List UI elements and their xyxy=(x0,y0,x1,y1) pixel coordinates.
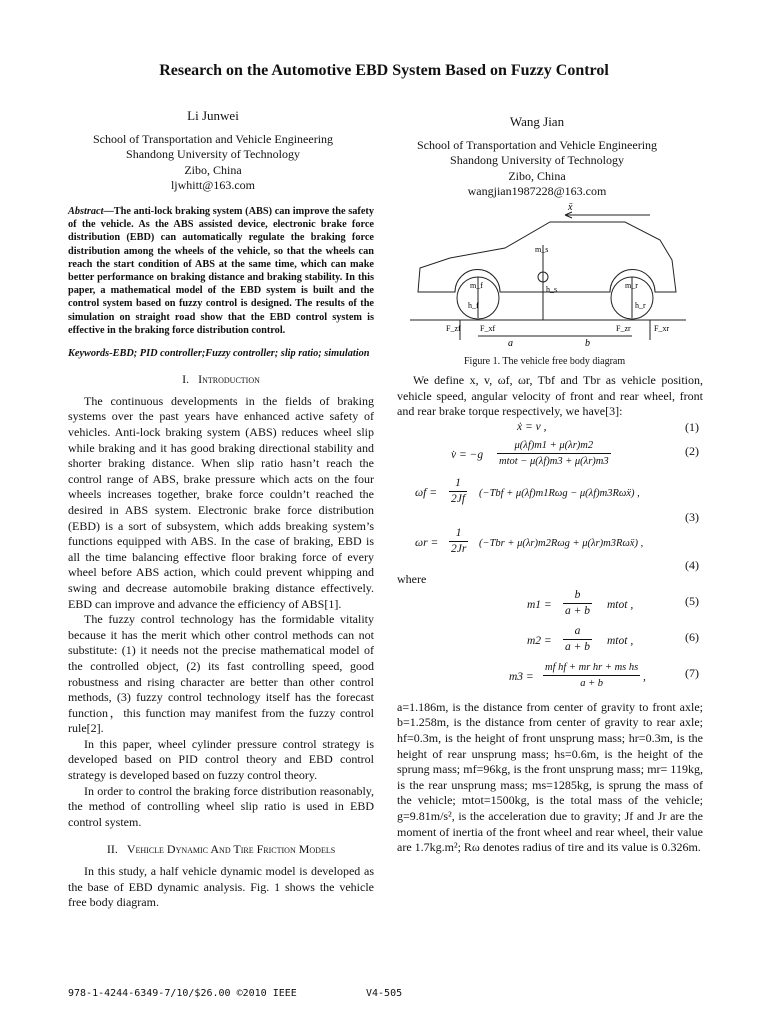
eq-lhs: ωr = xyxy=(415,536,439,549)
eq-fraction xyxy=(497,438,611,470)
author-email: ljwhitt@163.com xyxy=(170,178,256,192)
where-label: where xyxy=(397,571,427,586)
section-title: Vehicle Dynamic And Tire Friction Models xyxy=(126,842,336,857)
paragraph: We define x, v, ωf, ωr, Tbf and Tbr as vehicle position, vehicle speed, angular velocity of front and rear wheel, front and rear brake torque respectively, we have[3]: xyxy=(397,373,703,419)
eq-fraction xyxy=(449,526,468,558)
equation-1 xyxy=(397,420,703,438)
footer-page-number: V4-505 xyxy=(366,988,403,999)
figure-caption: Figure 1. The vehicle free body diagram xyxy=(464,356,626,367)
eq-denominator: a + b xyxy=(565,605,591,618)
eq-numerator: μ(λf)m1 + μ(λr)m2 xyxy=(497,438,611,455)
author-city: Zibo, China xyxy=(508,168,566,183)
author-dept: School of Transportation and Vehicle Engineering xyxy=(416,137,658,152)
fig-label-fxr: F_xr xyxy=(654,324,670,333)
abstract-text: —The anti-lock braking system (ABS) can improve the safety of the vehicle. As the ABS assisted device, electronic brake force distribution (EBD) can automatically regulate the braking force distribution among the wheels of the vehicle, so that the wheels can reach the start condition of ABS at the same time, which can make better performance on braking distance and braking stability. In this paper, a mathematical model of the EBD system is built and the control system based on fuzzy control is designed. The results of the simulation on straight road show that the EBD control system is effective in the braking force distribution control. xyxy=(68,206,374,336)
equation-2 xyxy=(397,438,703,472)
fig-label-mr: m_r xyxy=(625,281,638,290)
abstract-label: Abstract xyxy=(68,206,104,217)
section-heading-introduction xyxy=(68,372,374,388)
fig-label-hf: h_f xyxy=(468,301,479,310)
fig-label-b: b xyxy=(585,338,590,349)
velocity-arrow xyxy=(565,212,650,218)
fig-label-hr: h_r xyxy=(635,301,646,310)
fig-label-fxf: F_xf xyxy=(480,324,496,333)
eq-fraction xyxy=(543,660,640,692)
eq-rhs: mtot , xyxy=(607,634,634,647)
eq-denominator: a + b xyxy=(580,678,604,690)
eq-numerator: mf hf + mr hr + ms hs xyxy=(543,660,640,677)
section-number: I. xyxy=(182,372,190,387)
fig-label-fzr: F_zr xyxy=(616,324,631,333)
paper-title: Research on the Automotive EBD System Based on Fuzzy Control xyxy=(159,62,609,79)
left-column xyxy=(68,205,374,911)
fig-label-fzf: F_zf xyxy=(446,324,461,333)
eq-number: (2) xyxy=(685,443,699,458)
eq-denominator: 2Jr xyxy=(451,543,467,556)
paragraph: In this paper, wheel cylinder pressure control strategy is developed based on PID control theory and EBD control strategy is developed based on fuzzy control theory. xyxy=(68,736,374,783)
author-city: Zibo, China xyxy=(184,162,242,177)
eq-denominator: mtot − μ(λf)m3 + μ(λr)m3 xyxy=(499,456,609,468)
author-block-2 xyxy=(372,114,702,200)
eq-denominator: a + b xyxy=(565,641,591,654)
author-name: Li Junwei xyxy=(187,108,239,123)
eq-fraction xyxy=(563,624,592,656)
paragraph: In this study, a half vehicle dynamic model is developed as the base of EBD dynamic analysis. Fig. 1 shows the vehicle free body diagram. xyxy=(68,864,374,910)
footer-isbn: 978-1-4244-6349-7/10/$26.00 ©2010 IEEE xyxy=(68,988,297,999)
eq-number: (4) xyxy=(685,557,699,572)
eq-lhs: m3 = xyxy=(509,670,534,683)
fig-label-ms: m_s xyxy=(535,245,549,254)
abstract xyxy=(68,205,374,337)
eq-body: ẋ = v , xyxy=(517,420,547,433)
fig-label-hs: h_s xyxy=(546,285,558,294)
eq-numerator: a xyxy=(563,624,592,641)
eq-rhs: mtot , xyxy=(607,598,634,611)
eq-lhs: m1 = xyxy=(527,598,552,611)
section-heading-models xyxy=(68,842,374,858)
author-dept: School of Transportation and Vehicle Engineering xyxy=(92,131,334,146)
author-block-1 xyxy=(48,108,378,194)
fig-label-xddot: ẍ xyxy=(568,202,573,213)
section-number: II. xyxy=(106,842,118,857)
eq-lhs: ωf = xyxy=(415,486,437,499)
keywords: Keywords-EBD; PID controller;Fuzzy controller; slip ratio; simulation xyxy=(68,348,370,360)
author-name: Wang Jian xyxy=(509,114,565,129)
eq-numerator: 1 xyxy=(449,526,468,543)
fig-label-a: a xyxy=(508,338,513,349)
eq-lhs: v̇ = −g xyxy=(451,448,484,461)
equation-3 xyxy=(397,472,703,528)
eq-number: (6) xyxy=(685,629,699,644)
eq-fraction xyxy=(449,476,467,508)
eq-rhs: (−Tbr + μ(λr)m2Rωg + μ(λr)m3Rωẍ) , xyxy=(479,537,644,549)
vehicle-free-body-diagram xyxy=(410,200,686,350)
author-email: wangjian1987228@163.com xyxy=(467,184,607,198)
eq-number: (1) xyxy=(685,419,699,434)
equation-5 xyxy=(397,588,703,624)
section-title: Introduction xyxy=(198,372,260,387)
eq-fraction xyxy=(563,588,592,620)
author-univ: Shandong University of Technology xyxy=(450,153,624,167)
eq-denominator: 2Jf xyxy=(451,493,466,506)
paragraph: The fuzzy control technology has the formidable vitality because it has the merit which other control methods can not substitute: (1) it needs not the precise mathematical model of the controlled object, (2) its fast controlling speed, good robustness and rising character are better than other control methods, (3) fuzzy control technology itself has the forecast function，this function may manifest from the fuzzy control rule[2]. xyxy=(68,612,374,736)
eq-numerator: b xyxy=(563,588,592,605)
right-column xyxy=(397,373,703,856)
author-univ: Shandong University of Technology xyxy=(126,147,300,161)
eq-number: (5) xyxy=(685,593,699,608)
paragraph: a=1.186m, is the distance from center of gravity to front axle; b=1.258m, is the distance from center of gravity to rear axle; hf=0.3m, is the height of front unsprung mass; hr=0.3m, is the height of rear unsprung mass; hs=0.6m, is the height of the sprung mass; mf=96kg, is the front unsprung mass; mr= 119kg, is the rear unsprung mass; ms=1285kg, is sprung the mass of the vehicle; mtot=1500kg, is the total mass of the vehicle; g=9.81m/s², is the acceleration due to gravity; Jf and Jr are the moment of inertia of the front wheel and rear wheel, their value are 1.7kg.m²; Rω denotes radius of tire and its value is 0.326m. xyxy=(397,699,703,855)
eq-number: (3) xyxy=(685,509,699,524)
paragraph: In order to control the braking force distribution reasonably, the method of controlling wheel slip ratio is used in EBD control system. xyxy=(68,783,374,829)
equation-4 xyxy=(397,528,703,576)
equation-7 xyxy=(397,660,703,700)
eq-number: (7) xyxy=(685,665,699,680)
eq-numerator: 1 xyxy=(449,476,467,493)
equation-6 xyxy=(397,624,703,660)
fig-label-mf: m_f xyxy=(470,281,483,290)
eq-lhs: m2 = xyxy=(527,634,552,647)
eq-rhs: , xyxy=(643,670,646,683)
eq-rhs: (−Tbf + μ(λf)m1Rωg − μ(λf)m3Rωẍ) , xyxy=(479,487,640,499)
paragraph: The continuous developments in the fields of braking systems over the past years have enhanced active safety of vehicles. Anti-lock braking system (ABS) reduces wheel slip while braking and it has good braking directional stability and shorter braking distance. When slip ratio hasn’t reach the control range of ABS, brake pressure which acts on the four wheels increases together, brake force couldn’t reached the desired in ABS system. Electronic brake force distribution (EBD) is a sort of subsystem, which adds breaking system’s functions equipped with ABS. In the case of braking, EBD is all the time balancing effective floor braking force of every wheel before ABS action, which could prevent whipping and swing and decrease automobile braking distance effectively. EBD can improve and advance the efficiency of ABS[1]. xyxy=(68,393,374,611)
